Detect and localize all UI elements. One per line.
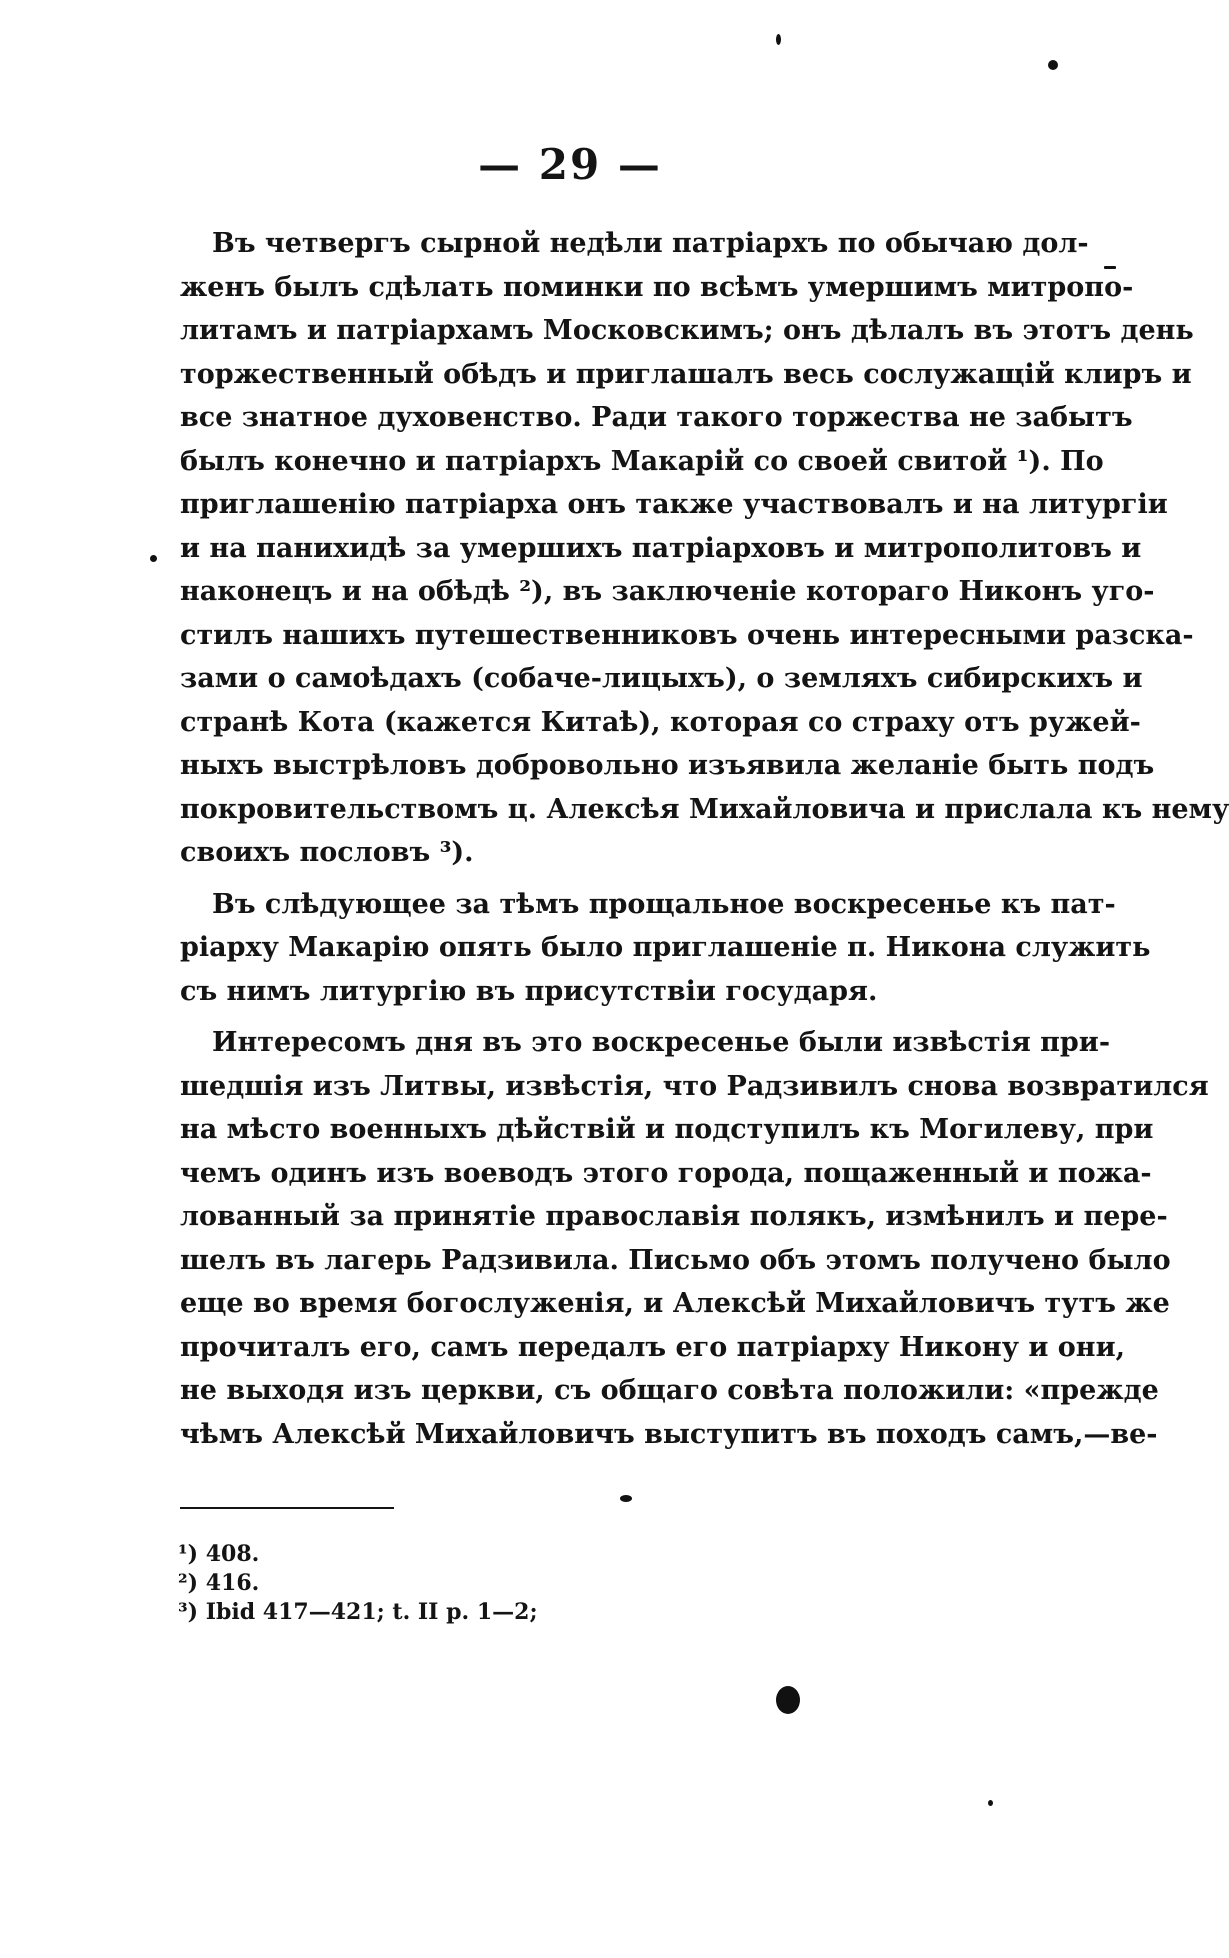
scan-speck <box>776 1686 800 1714</box>
text-line: женъ былъ сдѣлать поминки по всѣмъ умершимъ митропо- <box>180 271 1134 303</box>
text-line: еще во время богослуженія, и Алексѣй Михайловичъ тутъ же <box>180 1288 1170 1319</box>
text-line: торжественный обѣдъ и приглашалъ весь сослужащій клиръ и <box>180 358 1192 390</box>
text-line: чемъ одинъ изъ воеводъ этого города, пощаженный и пожа- <box>180 1157 1152 1189</box>
text-line: ріарху Макарію опять было приглашеніе п. Никона служить <box>180 932 1151 963</box>
text-line: странѣ Кота (кажется Китаѣ), которая со страху отъ ружей- <box>180 706 1141 738</box>
footnotes <box>178 1540 538 1627</box>
text-line: чѣмъ Алексѣй Михайловичъ выступитъ въ походъ самъ,—ве- <box>180 1418 1158 1450</box>
text-line: покровительствомъ ц. Алексѣя Михайловича и прислала къ нему <box>180 793 1229 825</box>
scan-speck <box>1104 266 1116 269</box>
scan-speck <box>776 34 781 45</box>
paragraph <box>180 883 1151 1014</box>
scan-speck <box>150 555 157 562</box>
main-text <box>180 222 1229 1464</box>
text-line: наконецъ и на обѣдѣ ²), въ заключеніе котораго Никонъ уго- <box>180 576 1155 607</box>
text-line: лованный за принятіе православія полякъ, измѣнилъ и пере- <box>180 1201 1168 1232</box>
text-line: литамъ и патріархамъ Московскимъ; онъ дѣлалъ въ этотъ день <box>180 315 1194 346</box>
text-line: Интересомъ дня въ это воскресенье были извѣстія при- <box>212 1027 1111 1058</box>
text-line: все знатное духовенство. Ради такого торжества не забытъ <box>180 402 1133 433</box>
text-line: шедшія изъ Литвы, извѣстія, что Радзивилъ снова возвратился <box>180 1070 1209 1102</box>
footnote-rule <box>180 1507 394 1509</box>
footnote: ²) 416. <box>178 1570 260 1596</box>
text-line: съ нимъ литургію въ присутствіи государя. <box>180 975 878 1007</box>
scan-speck <box>988 1800 993 1806</box>
scan-speck <box>1048 60 1058 70</box>
text-line: Въ четвергъ сырной недѣли патріархъ по обычаю дол- <box>212 228 1089 259</box>
text-line: прочиталъ его, самъ передалъ его патріарху Никону и они, <box>180 1331 1125 1363</box>
text-line: зами о самоѣдахъ (собаче-лицыхъ), о земляхъ сибирскихъ и <box>180 663 1143 694</box>
text-line: былъ конечно и патріархъ Макарій со своей свитой ¹). По <box>180 445 1104 477</box>
page-number: — 29 — <box>478 140 662 189</box>
text-line: ныхъ выстрѣловъ добровольно изъявила желаніе быть подъ <box>180 750 1155 781</box>
paragraph <box>180 222 1229 875</box>
text-line: своихъ пословъ ³). <box>180 837 474 868</box>
text-line: стилъ нашихъ путешественниковъ очень интересными разска- <box>180 619 1194 651</box>
text-line: и на панихидѣ за умершихъ патріарховъ и митрополитовъ и <box>180 532 1142 564</box>
text-line: шелъ въ лагерь Радзивила. Письмо объ этомъ получено было <box>180 1244 1171 1276</box>
text-line: Въ слѣдующее за тѣмъ прощальное воскресенье къ пат- <box>212 888 1116 920</box>
text-line: приглашенію патріарха онъ также участвовалъ и на литургіи <box>180 489 1168 520</box>
footnote: ³) Ibid 417—421; t. II p. 1—2; <box>178 1599 538 1625</box>
footnote: ¹) 408. <box>178 1541 260 1567</box>
paragraph <box>180 1021 1209 1456</box>
text-line: не выходя изъ церкви, съ общаго совѣта положили: «прежде <box>180 1375 1159 1406</box>
text-line: на мѣсто военныхъ дѣйствій и подступилъ къ Могилеву, при <box>180 1114 1154 1145</box>
scan-speck <box>620 1495 632 1502</box>
